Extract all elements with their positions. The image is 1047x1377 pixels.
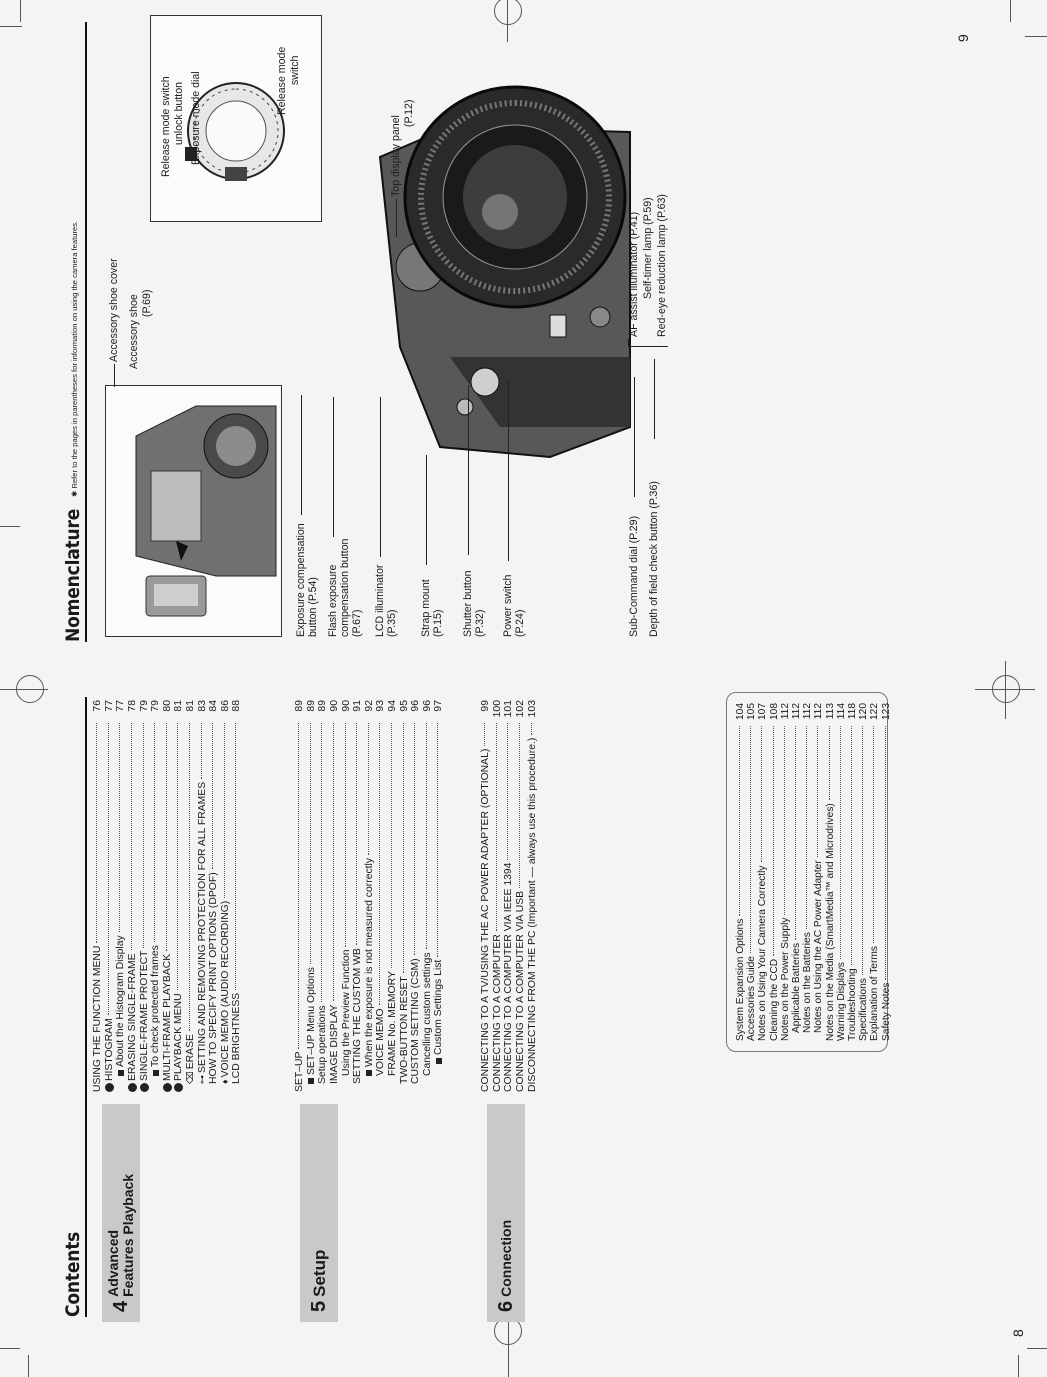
toc-entry-page: 89 — [317, 700, 329, 712]
toc-entry-page: 123 — [880, 703, 892, 720]
toc-row — [769, 703, 780, 1041]
toc-entry-page: 77 — [103, 700, 115, 712]
label-accessory-shoe-cover: Accessory shoe cover — [108, 258, 120, 362]
dot-leader — [189, 723, 190, 1031]
crop-mark — [0, 1348, 20, 1349]
leader-line — [634, 377, 635, 497]
dot-leader — [131, 723, 132, 950]
dot-leader — [484, 723, 485, 746]
toc-entry-label: Applicable Batteries — [791, 942, 803, 1033]
dot-leader — [298, 723, 299, 1049]
toc-row — [208, 700, 220, 1092]
label-exposure-comp-line2: button (P.54) — [307, 577, 319, 637]
toc-row — [387, 700, 399, 1092]
toc-entry-label: VOICE MEMO — [375, 1008, 387, 1076]
dot-leader — [201, 723, 202, 779]
toc-entry-label: Notes on the Batteries — [802, 932, 814, 1033]
toc-entry-page: 84 — [208, 700, 220, 712]
dot-leader — [507, 723, 508, 860]
label-exposure-mode-dial: Exposure mode dial — [190, 71, 202, 165]
toc-row — [410, 700, 422, 1092]
toc-entry-label: Troubleshooting — [846, 968, 858, 1041]
toc-entry-label: Safety Notes — [880, 982, 892, 1041]
dot-leader — [166, 723, 167, 951]
dot-leader — [885, 726, 886, 980]
toc-row — [503, 700, 515, 1092]
toc-entry-page: 79 — [150, 700, 162, 712]
leader-line — [301, 395, 302, 515]
toc-entry-label: Notes on Using the AC Power Adapter — [813, 860, 825, 1033]
toc-entry-label: When the exposure is not measured correctly — [363, 857, 375, 1067]
dot-leader — [333, 723, 334, 1002]
label-power-switch-line2: (P.24) — [514, 609, 526, 637]
menu-symbol-icon: ⊶ — [196, 1075, 207, 1084]
label-strap-mount-line1: Strap mount — [420, 579, 432, 637]
toc-row — [480, 700, 492, 1092]
label-shutter-button-line2: (P.32) — [474, 609, 486, 637]
square-bullet-icon — [308, 1078, 314, 1084]
crop-mark — [0, 526, 20, 527]
toc-entry-page: 79 — [138, 700, 150, 712]
label-flash-comp-line1: Flash exposure — [327, 564, 339, 637]
leader-line — [508, 381, 509, 561]
toc-row — [813, 703, 824, 1041]
label-accessory-shoe: Accessory shoe — [128, 294, 140, 369]
dot-leader — [784, 726, 785, 915]
label-lcd-illuminator-line1: LCD illuminator — [374, 564, 386, 637]
page-number-right: 9 — [955, 34, 971, 42]
toc-entry-page: 99 — [480, 700, 492, 712]
toc-entry-page: 83 — [196, 700, 208, 712]
toc-entry-page: 118 — [846, 703, 858, 720]
registration-mark — [0, 689, 48, 690]
toc-row — [825, 703, 836, 1041]
contents-title-rule — [85, 697, 87, 1317]
leader-line — [333, 397, 334, 537]
toc-entry-label: CUSTOM SETTING (CSM) — [410, 958, 422, 1084]
dot-leader — [806, 726, 807, 929]
dot-leader — [817, 726, 818, 857]
crop-mark — [1025, 36, 1047, 37]
dot-leader — [177, 723, 178, 990]
toc-entry-label: SET–UP — [294, 1051, 306, 1092]
toc-entry-label: About the Histogram Display — [115, 935, 127, 1067]
dot-leader — [750, 726, 751, 953]
camera-illustration — [300, 17, 680, 487]
toc-entry-label: FRAME No. MEMORY — [387, 971, 399, 1076]
label-lcd-illuminator-line2: (P.35) — [386, 609, 398, 637]
shoe-slot — [151, 471, 201, 541]
toc-entry-label: Cancelling custom settings — [421, 952, 433, 1076]
toc-entry-page: 89 — [294, 700, 306, 712]
accessory-shoe-inset — [105, 385, 282, 637]
label-release-mode-switch-line1: Release mode — [276, 46, 288, 115]
toc-row — [92, 700, 104, 1092]
toc-row — [127, 700, 139, 1092]
leader-line — [468, 385, 469, 555]
playback-mode-icon — [128, 1083, 137, 1092]
toc-row — [115, 700, 127, 1092]
toc-entry-page: 96 — [421, 700, 433, 712]
lens-reflection — [482, 194, 518, 230]
toc-entry-label: To check protected frames — [150, 945, 162, 1067]
toc-entry-page: 95 — [398, 700, 410, 712]
toc-row — [150, 700, 162, 1092]
crop-mark — [0, 26, 22, 27]
appendix-box — [726, 692, 892, 1052]
dot-leader — [873, 726, 874, 943]
label-shutter-button-line1: Shutter button — [462, 570, 474, 637]
toc-entry-page: 93 — [375, 700, 387, 712]
dot-leader — [368, 723, 369, 855]
leader-line — [380, 397, 381, 557]
toc-entry-page: 102 — [515, 700, 527, 718]
toc-entry-label: CONNECTING TO A COMPUTER VIA IEEE 1394 — [503, 862, 515, 1092]
toc-row — [231, 700, 243, 1092]
toc-list-section6 — [480, 700, 538, 1092]
toc-row — [398, 700, 410, 1092]
label-af-assist-illuminator: AF assist illuminator (P.41) — [628, 211, 640, 337]
toc-entry-label: Using the Preview Function — [340, 949, 352, 1076]
toc-row — [364, 700, 376, 1092]
square-bullet-icon — [118, 1070, 124, 1076]
crop-mark — [1027, 1348, 1047, 1349]
toc-entry-page: 105 — [746, 703, 758, 720]
toc-row — [746, 703, 757, 1041]
dot-leader — [403, 723, 404, 973]
toc-entry-label: Specifications — [858, 978, 870, 1041]
section-tab-6 — [487, 1104, 525, 1322]
toc-entry-page: 90 — [329, 700, 341, 712]
dot-leader — [119, 723, 120, 932]
toc-entry-page: 120 — [858, 703, 870, 720]
menu-symbol-icon: ⌫ — [185, 1071, 196, 1084]
toc-entry-page: 100 — [491, 700, 503, 718]
mode-dial-center — [216, 426, 256, 466]
dot-leader — [496, 723, 497, 931]
toc-row — [317, 700, 329, 1092]
toc-entry-page: 97 — [433, 700, 445, 712]
contents-title: Contents — [62, 1231, 84, 1317]
toc-row — [196, 700, 208, 1092]
dot-leader — [414, 723, 415, 955]
toc-entry-page: 94 — [387, 700, 399, 712]
dial-inner — [206, 101, 266, 161]
section-tab-4 — [102, 1104, 140, 1322]
toc-entry-label: IMAGE DISPLAY — [329, 1004, 341, 1084]
label-top-display-panel-line1: Top display panel — [390, 115, 402, 197]
toc-entry-page: 104 — [735, 703, 747, 720]
crop-mark — [1018, 1355, 1019, 1377]
leader-line — [654, 359, 655, 439]
release-switch-part — [225, 167, 247, 181]
page-number-left: 8 — [1010, 1329, 1026, 1337]
square-bullet-icon — [366, 1070, 372, 1076]
label-exposure-comp-line1: Exposure compensation — [295, 523, 307, 637]
label-sub-command-dial: Sub-Command dial (P.29) — [628, 515, 640, 637]
lens-glass — [463, 145, 567, 249]
shutter-button-part — [471, 368, 499, 396]
toc-entry-label: System Expansion Options — [735, 918, 747, 1041]
toc-row — [433, 700, 445, 1092]
toc-entry-page: 96 — [410, 700, 422, 712]
label-release-mode-switch-line2: switch — [289, 55, 301, 85]
toc-entry-page: 114 — [835, 703, 847, 720]
toc-entry-page: 92 — [363, 700, 375, 712]
toc-entry-page: 112 — [779, 703, 791, 720]
nomenclature-title-rule — [85, 22, 87, 642]
label-self-timer-lamp: Self-timer lamp (P.59) — [642, 197, 654, 299]
toc-row — [104, 700, 116, 1092]
toc-row — [329, 700, 341, 1092]
dot-leader — [773, 726, 774, 956]
toc-entry-page: 88 — [231, 700, 243, 712]
playback-mode-icon — [105, 1083, 114, 1092]
toc-entry-page: 91 — [352, 700, 364, 712]
nomenclature-title: Nomenclature — [62, 508, 84, 642]
toc-row — [858, 703, 869, 1041]
toc-entry-label: Notes on the Media (SmartMedia™ and Microdrives) — [824, 803, 836, 1041]
dot-leader — [96, 723, 97, 943]
toc-row — [880, 703, 891, 1041]
toc-entry-label: VOICE MEMO (AUDIO RECORDING) — [219, 900, 231, 1078]
toc-entry-label: SINGLE-FRAME PROTECT — [138, 950, 150, 1081]
toc-entry-label: CONNECTING TO A COMPUTER VIA USB — [515, 890, 527, 1092]
dot-leader — [154, 723, 155, 942]
toc-entry-page: 112 — [791, 703, 803, 720]
section-number: 5 — [307, 1300, 330, 1312]
section-number: 6 — [494, 1300, 517, 1312]
toc-entry-label: DISCONNECTING FROM THE PC (Important — always use this procedure.) — [526, 737, 538, 1092]
toc-entry-label: TWO-BUTTON RESET — [398, 976, 410, 1084]
toc-entry-page: 107 — [757, 703, 769, 720]
toc-entry-page: 78 — [127, 700, 139, 712]
leader-line — [114, 364, 115, 387]
footnote-reference: ✱ Refer to the pages in parentheses for information on using the camera features. — [70, 220, 79, 497]
toc-row — [492, 700, 504, 1092]
toc-entry-page: 112 — [813, 703, 825, 720]
toc-list-section4 — [92, 700, 243, 1092]
toc-entry-page: 76 — [92, 700, 104, 712]
dot-leader — [345, 723, 346, 947]
toc-row — [340, 700, 352, 1092]
label-red-eye-lamp: Red-eye reduction lamp (P.63) — [656, 194, 668, 337]
leader-bracket — [628, 346, 668, 347]
toc-row — [422, 700, 434, 1092]
dot-leader — [840, 726, 841, 959]
toc-entry-label: Cleaning the CCD — [768, 958, 780, 1041]
toc-entry-page: 113 — [824, 703, 836, 720]
dot-leader — [391, 723, 392, 968]
toc-row — [375, 700, 387, 1092]
leader-line — [426, 455, 427, 565]
toc-entry-page: 86 — [219, 700, 231, 712]
toc-row — [869, 703, 880, 1041]
toc-row — [757, 703, 768, 1041]
crop-mark — [28, 1355, 29, 1377]
toc-row — [162, 700, 174, 1092]
dot-leader — [829, 726, 830, 800]
toc-entry-label: ERASE — [185, 1034, 197, 1070]
toc-row — [802, 703, 813, 1041]
crop-mark — [20, 0, 21, 22]
toc-entry-label: CONNECTING TO A TV/USING THE AC POWER ADAPTER (OPTIONAL) — [480, 748, 492, 1092]
toc-entry-page: 90 — [340, 700, 352, 712]
section-title: Advanced Features Playback — [105, 1173, 136, 1297]
square-bullet-icon — [153, 1070, 159, 1076]
dot-leader — [739, 726, 740, 916]
dot-leader — [143, 723, 144, 948]
dot-leader — [212, 723, 213, 869]
section-number: 4 — [109, 1300, 132, 1312]
toc-entry-label: LCD BRIGHTNESS — [231, 992, 243, 1084]
toc-row — [185, 700, 197, 1092]
toc-row — [138, 700, 150, 1092]
toc-entry-label: HOW TO SPECIFY PRINT OPTIONS (DPOF) — [208, 872, 220, 1084]
toc-entry-label: SETTING AND REMOVING PROTECTION FOR ALL FRAMES — [196, 781, 208, 1073]
dot-leader — [851, 726, 852, 965]
toc-row — [735, 703, 746, 1041]
playback-mode-icon — [163, 1083, 172, 1092]
registration-mark — [1005, 661, 1006, 719]
toc-entry-page: 80 — [161, 700, 173, 712]
label-flash-comp-line2: compensation button — [339, 538, 351, 637]
menu-symbol-icon: ♦ — [220, 1079, 231, 1084]
square-bullet-icon — [436, 1058, 442, 1064]
section-title: Setup — [309, 1249, 329, 1297]
toc-entry-label: Warning Displays — [835, 962, 847, 1041]
toc-entry-page: 103 — [526, 700, 538, 718]
toc-row — [515, 700, 527, 1092]
label-release-unlock-line1: Release mode switch — [160, 76, 172, 177]
dot-leader — [426, 723, 427, 949]
toc-entry-label: Notes on the Power Supply — [779, 917, 791, 1041]
toc-entry-label: Accessories Guide — [746, 956, 758, 1041]
playback-mode-icon — [140, 1083, 149, 1092]
label-release-unlock-line2: unlock button — [173, 81, 185, 145]
toc-entry-page: 112 — [802, 703, 814, 720]
toc-entry-page: 101 — [503, 700, 515, 718]
dot-leader — [235, 723, 236, 990]
dot-leader — [108, 723, 109, 1015]
toc-entry-label: Notes on Using Your Camera Correctly — [757, 865, 769, 1041]
toc-entry-page: 89 — [305, 700, 317, 712]
toc-entry-page: 77 — [115, 700, 127, 712]
toc-row — [306, 700, 318, 1092]
dot-leader — [519, 723, 520, 888]
toc-row — [780, 703, 791, 1041]
toc-entry-page: 122 — [869, 703, 881, 720]
toc-entry-page: 108 — [768, 703, 780, 720]
toc-entry-label: Explanation of Terms — [869, 946, 881, 1041]
leader-line — [396, 199, 397, 237]
shoe-cover-face — [154, 584, 198, 606]
toc-entry-label: Custom Settings List — [433, 959, 445, 1055]
toc-row — [836, 703, 847, 1041]
toc-entry-label: Setup operations — [317, 1005, 329, 1084]
dot-leader — [761, 726, 762, 862]
leader-bracket — [628, 339, 629, 347]
toc-row — [847, 703, 858, 1041]
dot-leader — [379, 723, 380, 1005]
label-flash-comp-line3: (P.67) — [351, 609, 363, 637]
toc-entry-label: CONNECTING TO A COMPUTER — [491, 934, 503, 1092]
label-accessory-shoe-page: (P.69) — [141, 289, 153, 317]
accessory-shoe-illustration — [106, 386, 281, 636]
label-top-display-panel-line2: (P.12) — [403, 99, 415, 127]
playback-mode-icon — [174, 1083, 183, 1092]
label-depth-of-field-button: Depth of field check button (P.36) — [648, 481, 660, 637]
toc-row — [526, 700, 538, 1092]
section-title: Connection — [497, 1219, 514, 1297]
sub-command-dial-part — [590, 307, 610, 327]
af-assist-lamp-part — [550, 315, 566, 337]
toc-entry-label: SETTING THE CUSTOM WB — [352, 948, 364, 1084]
dot-leader — [862, 726, 863, 975]
toc-entry-label: MULTI-FRAME PLAYBACK — [161, 953, 173, 1081]
crop-mark — [1010, 0, 1011, 22]
dot-leader — [224, 723, 225, 898]
label-strap-mount-line2: (P.15) — [432, 609, 444, 637]
toc-entry-label: PLAYBACK MENU — [173, 993, 185, 1081]
section-tab-5 — [300, 1104, 338, 1322]
toc-entry-label: HISTOGRAM — [103, 1018, 115, 1081]
toc-row — [220, 700, 232, 1092]
label-power-switch-line1: Power switch — [502, 574, 514, 637]
toc-row — [352, 700, 364, 1092]
toc-entry-page: 81 — [173, 700, 185, 712]
toc-entry-label: USING THE FUNCTION MENU — [92, 945, 104, 1092]
toc-row — [294, 700, 306, 1092]
toc-row — [173, 700, 185, 1092]
dot-leader — [795, 726, 796, 940]
toc-entry-label: SET–UP Menu Options — [305, 967, 317, 1075]
dot-leader — [310, 723, 311, 964]
dot-leader — [321, 723, 322, 1002]
exposure-comp-button-part — [457, 399, 473, 415]
dot-leader — [531, 723, 532, 735]
toc-row — [791, 703, 802, 1041]
toc-entry-label: ERASING SINGLE-FRAME — [127, 953, 139, 1081]
toc-entry-page: 81 — [185, 700, 197, 712]
dot-leader — [437, 723, 438, 957]
toc-list-section5 — [294, 700, 445, 1092]
dot-leader — [356, 723, 357, 945]
